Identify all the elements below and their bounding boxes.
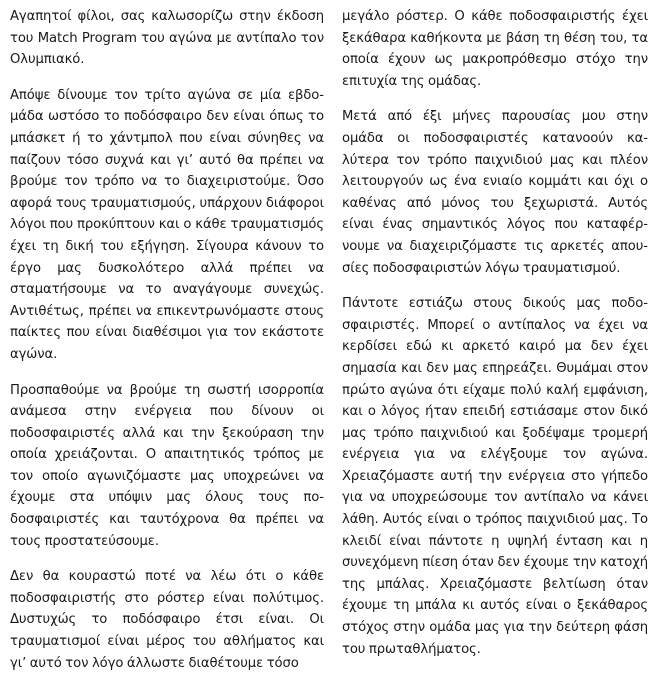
paragraph: μεγάλο ρόστερ. Ο κάθε ποδοσφαιριστής έχει ξεκάθαρα καθήκοντα με βάση τη θέση του, τα οποία έχουν ως μακροπρόθεσμο στόχο την επιτυχία της ομάδας. [342,9,648,89]
paragraph: Δεν θα κουραστώ ποτέ να λέω ότι ο κάθε ποδοσφαιριστής στο ρόστερ είναι πολύτιμος. Δυστυχώς το ποδόσφαιρο έτσι είναι. Οι τραυματισμοί είναι μέρος του αθλήματος και γι’ αυτό τον λόγο άλλωστε διαθέτουμε τόσο [10,569,324,671]
right-column [342,0,652,674]
paragraph: Απόψε δίνουμε τον τρίτο αγώνα σε μία εβδομάδα ωστόσο το ποδόσφαιρο δεν είναι όπως το μπάσκετ ή το χάντμπολ που είναι σύνηθες να παίζουν τόσο συχνά και γι’ αυτό θα πρέπει να βρούμε τον τρόπο να το διαχειριστούμε. Όσο αφορά τους τραυματισμούς, υπάρχουν διάφοροι λόγοι που προκύπτουν και ο κάθε τραυματισμός έχει τη δική του εξήγηση. Σίγουρα κάνουν το έργο μας δυσκολότερο αλλά πρέπει να σταματήσουμε να το αναγάγουμε συνεχώς. Αντιθέτως, πρέπει να επικεντρωνόμαστε στους παίκτες που είναι διαθέσιμοι για τον εκάστοτε αγώνα. [10,87,324,362]
paragraph: Πάντοτε εστιάζω στους δικούς μας ποδοσφαιριστές. Μπορεί ο αντίπαλος να έχει να κερδίσει εδώ κι αρκετό καιρό μα δεν έχει σημασία και δεν μας επηρεάζει. Θυμάμαι στον πρώτο αγώνα ότι είχαμε πολύ καλή εμφάνιση, και ο λόγος ήταν επειδή εστιάσαμε στον δικό μας τρόπο παιχνιδιού και ξοδέψαμε τρομερή ενέργεια για να ελέγξουμε τον αγώνα. Χρειαζόμαστε αυτή την ενέργεια στο γήπεδο για να υποχρεώσουμε τον αντίπαλο να κάνει λάθη. Αυτός είναι ο τρόπος παιχνιδιού μας. Το κλειδί είναι πάντοτε η υψηλή ένταση και η συνεχόμενη πίεση όταν δεν έχουμε την κατοχή της μπάλας. Χρειαζόμαστε βελτίωση όταν έχουμε τη μπάλα κι αυτός είναι ο ξεκάθαρος στόχος στην ομάδα μας για την δεύτερη φάση του πρωταθλήματος. [342,296,648,657]
paragraph: Μετά από έξι μήνες παρουσίας μου στην ομάδα οι ποδοσφαιριστές κατανοούν καλύτερα τον τρόπο παιχνιδιού μας και πλέον λειτουργούν ως ένα ενιαίο κομμάτι και όχι ο καθένας από μόνος του ξεχωριστά. Αυτός είναι ένας σημαντικός λόγος που καταφέρνουμε να διαχειριζόμαστε τις αρκετές απουσίες ποδοσφαιριστών λόγω τραυματισμού. [342,109,648,276]
paragraph: Προσπαθούμε να βρούμε τη σωστή ισορροπία ανάμεσα στην ενέργεια που δίνουν οι ποδοσφαιριστές αλλά και την ξεκούραση την οποία χρειάζονται. Ο απαιτητικός τρόπος με τον οποίο αγωνιζόμαστε μας υποχρεώνει να έχουμε στα υπόψιν μας όλους τους ποδοσφαιριστές και ταυτόχρονα θα πρέπει να τους προστατεύσουμε. [10,382,324,549]
paragraph: Αγαπητοί φίλοι, σας καλωσορίζω στην έκδοση του Match Program του αγώνα με αντίπαλο τον Ολυμπιακό. [10,9,324,68]
left-column [10,0,328,688]
